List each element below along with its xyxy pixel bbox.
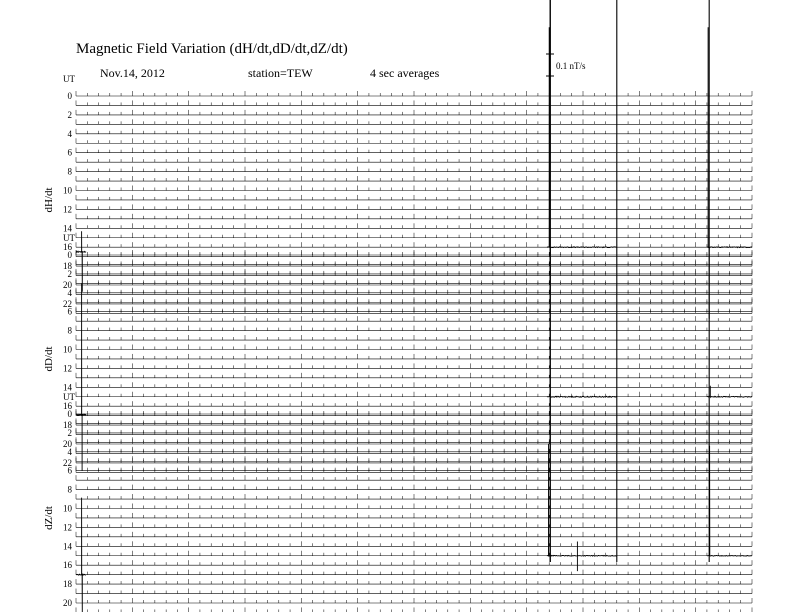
y-axis-label: dD/dt: [43, 346, 55, 372]
hour-tick-label: 20: [63, 280, 72, 290]
hour-tick-label: 16: [63, 401, 72, 412]
hour-tick-label: 0: [67, 409, 72, 419]
scale-bar: [546, 54, 586, 76]
hour-tick-label: 18: [63, 420, 72, 431]
panels: [43, 74, 752, 612]
panel-dd-dt: [43, 233, 752, 472]
hour-tick-label: 6: [67, 147, 72, 158]
hour-tick-label: 12: [63, 363, 72, 374]
hour-tick-label: 2: [67, 109, 72, 120]
hour-tick-label: 4: [67, 128, 72, 139]
hour-tick-label: 22: [63, 298, 72, 309]
ut-label: UT: [63, 392, 75, 402]
hour-tick-label: 4: [67, 446, 72, 457]
y-axis-label: dZ/dt: [43, 506, 55, 530]
hour-tick-label: 10: [63, 185, 72, 196]
scale-label: 0.1 nT/s: [556, 61, 586, 71]
hour-tick-label: 16: [63, 242, 72, 253]
hour-tick-label: 6: [67, 465, 72, 476]
hour-tick-label: 14: [63, 223, 72, 234]
chart-title: Magnetic Field Variation (dH/dt,dD/dt,dZ/dt): [76, 41, 348, 57]
hour-tick-label: 10: [63, 503, 72, 514]
hour-tick-label: 12: [63, 522, 72, 533]
hour-tick-label: 20: [63, 439, 72, 449]
hour-tick-label: 6: [67, 306, 72, 317]
trace-dz-dt-0: [76, 498, 86, 612]
trace-dd-dt-1: [547, 396, 617, 397]
hour-tick-label: 8: [67, 484, 72, 495]
hour-tick-label: 10: [63, 344, 72, 355]
panel-dh-dt: [43, 74, 752, 313]
hour-tick-label: 14: [63, 382, 72, 393]
trace-dh-dt-0: [76, 231, 86, 291]
hour-tick-label: 12: [63, 204, 72, 215]
hour-tick-label: 16: [63, 560, 72, 571]
hour-tick-label: 22: [63, 457, 72, 468]
hour-tick-label: 8: [67, 325, 72, 336]
hour-tick-label: 2: [67, 427, 72, 438]
ut-label: UT: [63, 233, 75, 243]
hour-tick-label: 20: [63, 598, 72, 608]
date-label: Nov.14, 2012: [100, 66, 165, 80]
averaging-label: 4 sec averages: [370, 66, 440, 80]
hour-tick-label: 18: [63, 261, 72, 272]
ut-label: UT: [63, 74, 75, 84]
hour-tick-label: 0: [67, 250, 72, 260]
y-axis-label: dH/dt: [43, 187, 55, 213]
hour-tick-label: 8: [67, 166, 72, 177]
hour-tick-label: 4: [67, 287, 72, 298]
station-label: station=TEW: [248, 66, 313, 80]
hour-tick-label: 2: [67, 268, 72, 279]
hour-tick-label: 18: [63, 579, 72, 590]
hour-tick-label: 0: [67, 91, 72, 101]
hour-tick-label: 14: [63, 541, 72, 552]
